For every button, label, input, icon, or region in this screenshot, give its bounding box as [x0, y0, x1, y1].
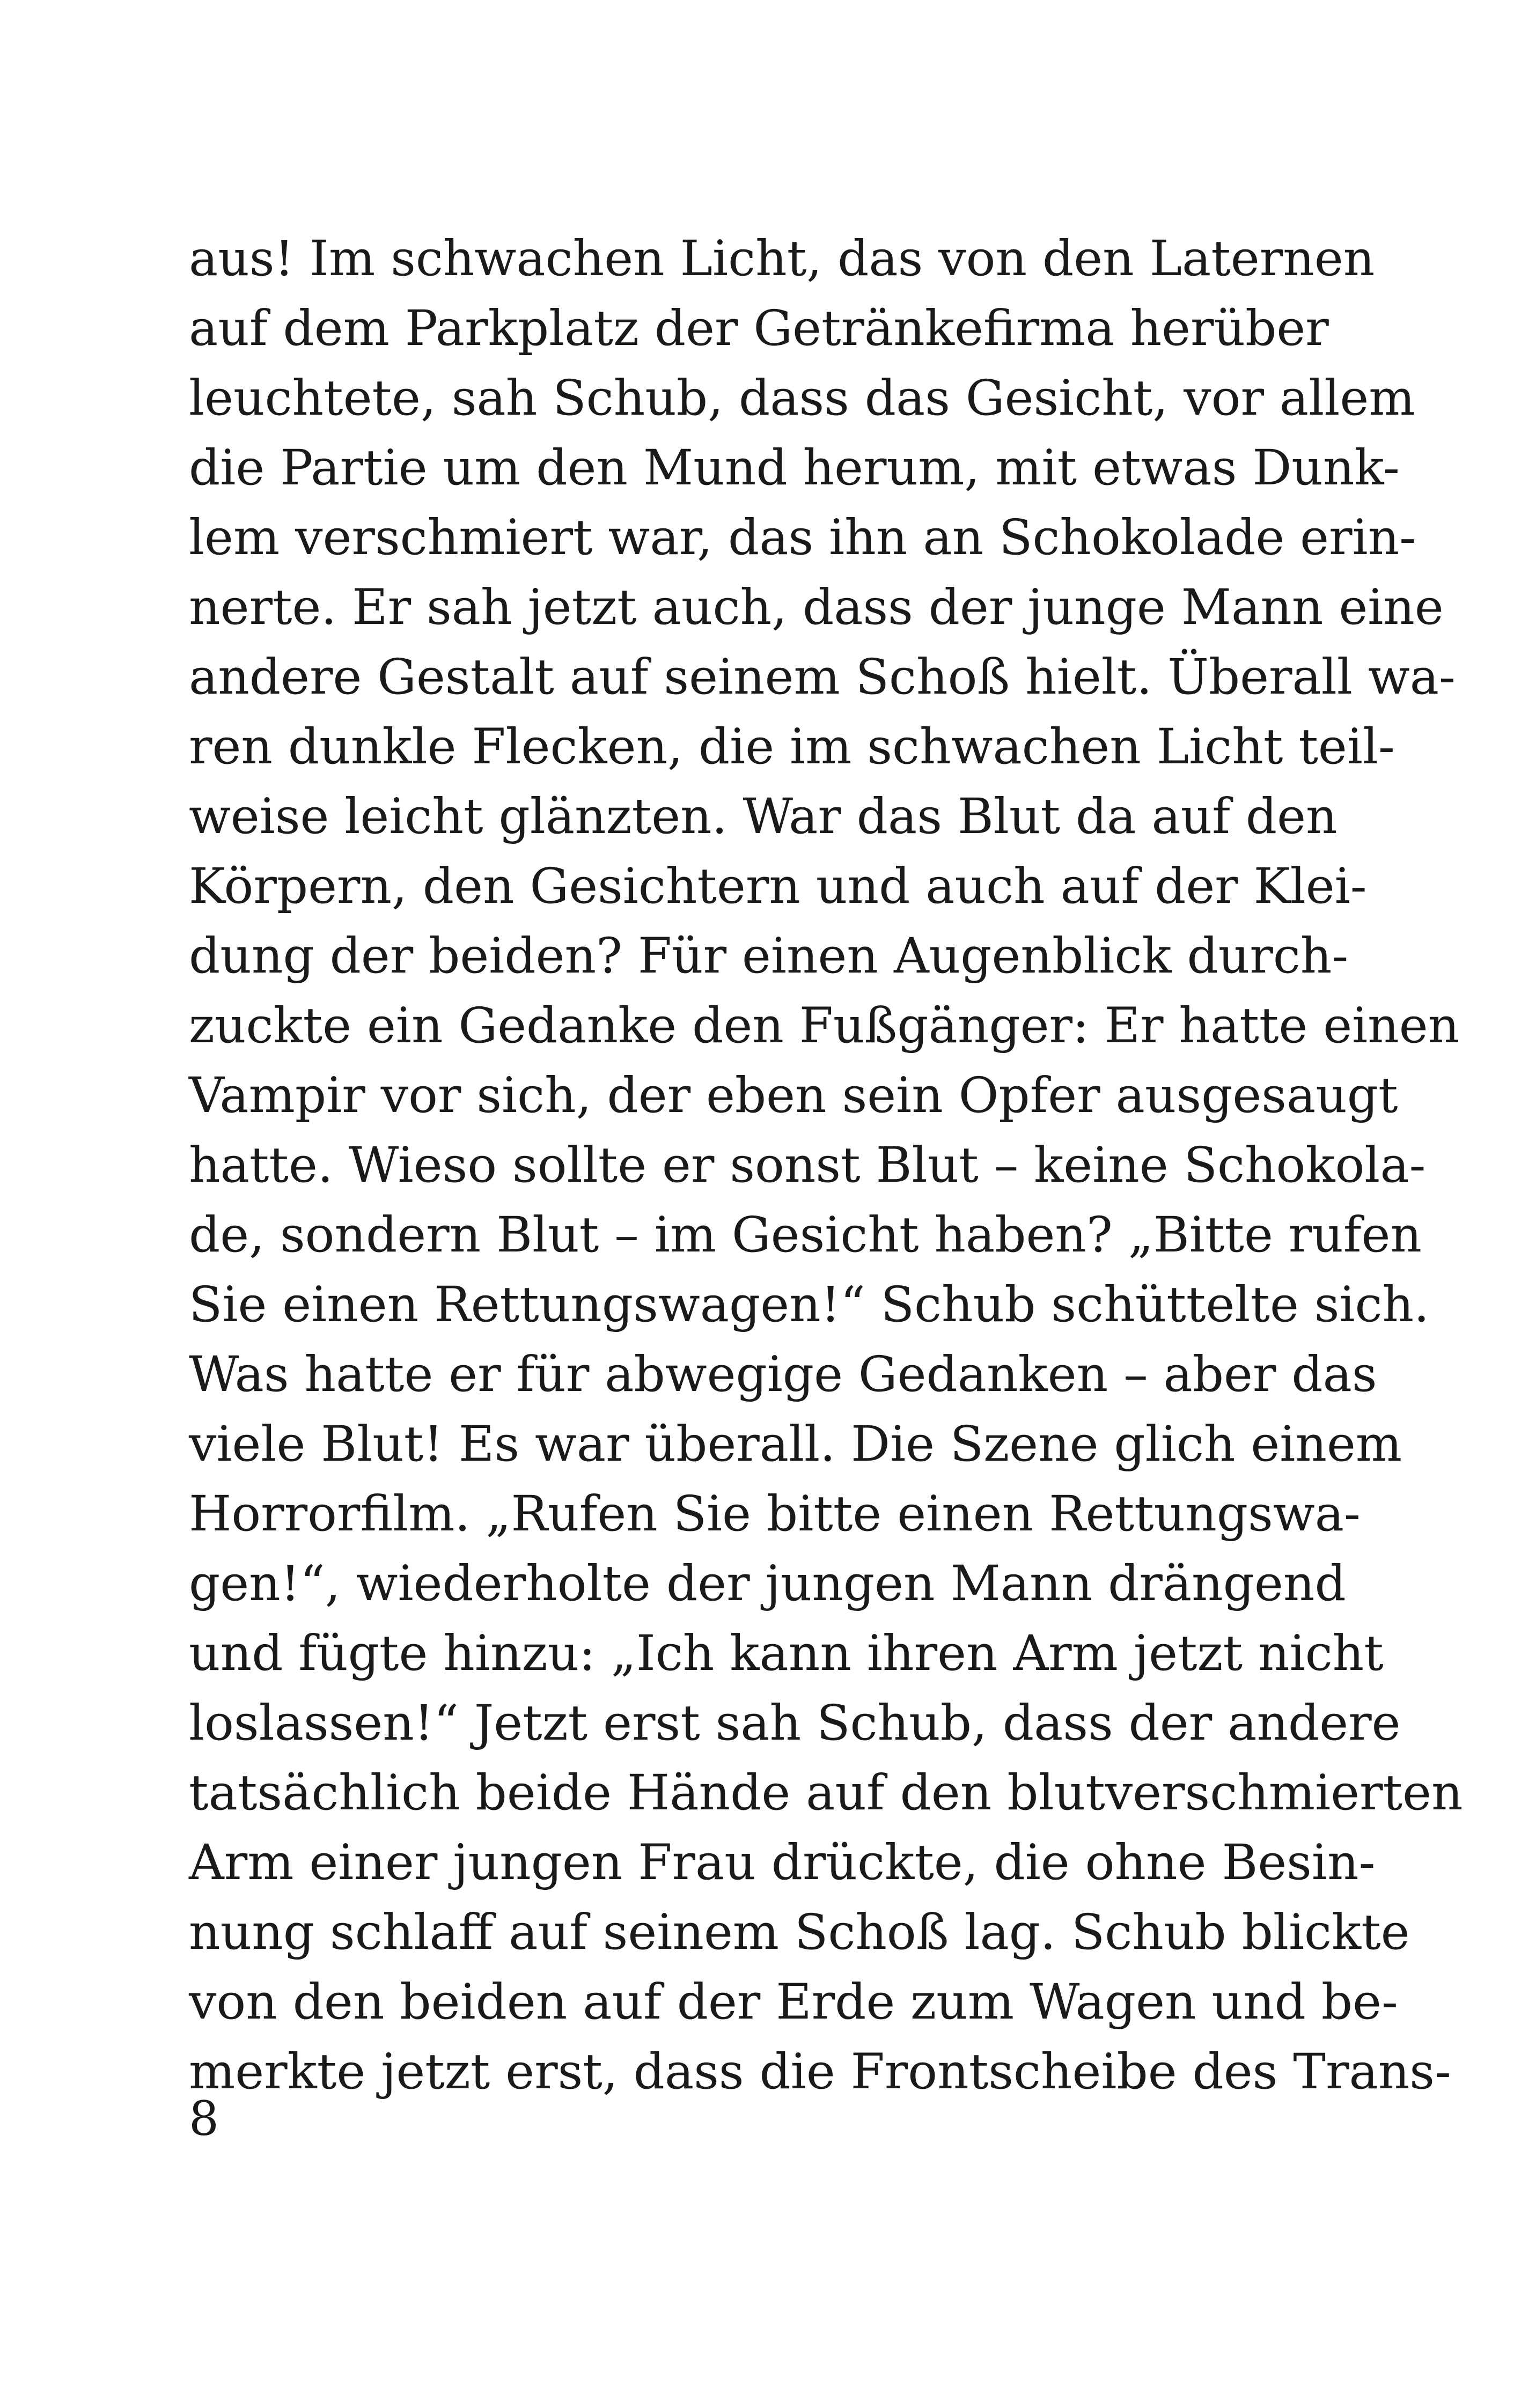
text-line: Sie einen Rettungswagen!“ Schub schüttelte sich.	[189, 1277, 1430, 1333]
text-line: nerte. Er sah jetzt auch, dass der junge Mann eine	[189, 579, 1444, 636]
text-line: merkte jetzt erst, dass die Frontscheibe des Trans-	[189, 2044, 1451, 2100]
text-line: weise leicht glänzten. War das Blut da auf den	[189, 789, 1338, 845]
text-line: hatte. Wieso sollte er sonst Blut – keine Schokola-	[189, 1137, 1426, 1194]
text-line: de, sondern Blut – im Gesicht haben? „Bitte rufen	[189, 1207, 1422, 1263]
text-line: andere Gestalt auf seinem Schoß hielt. Überall wa-	[189, 649, 1456, 705]
text-line: Was hatte er für abwegige Gedanken – aber das	[189, 1346, 1377, 1403]
text-line: auf dem Parkplatz der Getränkefirma herüber	[189, 300, 1329, 357]
text-line: tatsächlich beide Hände auf den blutverschmierten	[189, 1765, 1463, 1821]
page-number: 8	[189, 2091, 219, 2146]
text-line: viele Blut! Es war überall. Die Szene glich einem	[189, 1416, 1402, 1472]
text-line: zuckte ein Gedanke den Fußgänger: Er hatte einen	[189, 998, 1460, 1054]
text-line: die Partie um den Mund herum, mit etwas Dunk-	[189, 440, 1400, 496]
text-line: aus! Im schwachen Licht, das von den Laternen	[189, 231, 1375, 287]
text-line: gen!“, wiederholte der jungen Mann drängend	[189, 1556, 1346, 1612]
text-line: Horrorfilm. „Rufen Sie bitte einen Rettungswa-	[189, 1486, 1361, 1542]
body-text	[189, 224, 1463, 2107]
text-line: lem verschmiert war, das ihn an Schokolade erin-	[189, 510, 1416, 566]
text-line: loslassen!“ Jetzt erst sah Schub, dass der andere	[189, 1695, 1401, 1751]
text-line: und fügte hinzu: „Ich kann ihren Arm jetzt nicht	[189, 1625, 1384, 1682]
text-line: leuchtete, sah Schub, dass das Gesicht, vor allem	[189, 370, 1415, 426]
text-line: ren dunkle Flecken, die im schwachen Licht teil-	[189, 719, 1395, 775]
text-line: Vampir vor sich, der eben sein Opfer ausgesaugt	[189, 1067, 1398, 1124]
text-line: von den beiden auf der Erde zum Wagen und be-	[189, 1974, 1398, 2030]
text-line: Arm einer jungen Frau drückte, die ohne Besin-	[189, 1835, 1376, 1891]
text-line: nung schlaff auf seinem Schoß lag. Schub blickte	[189, 1904, 1410, 1961]
text-line: dung der beiden? Für einen Augenblick durch-	[189, 928, 1349, 984]
text-line: Körpern, den Gesichtern und auch auf der Klei-	[189, 858, 1367, 915]
